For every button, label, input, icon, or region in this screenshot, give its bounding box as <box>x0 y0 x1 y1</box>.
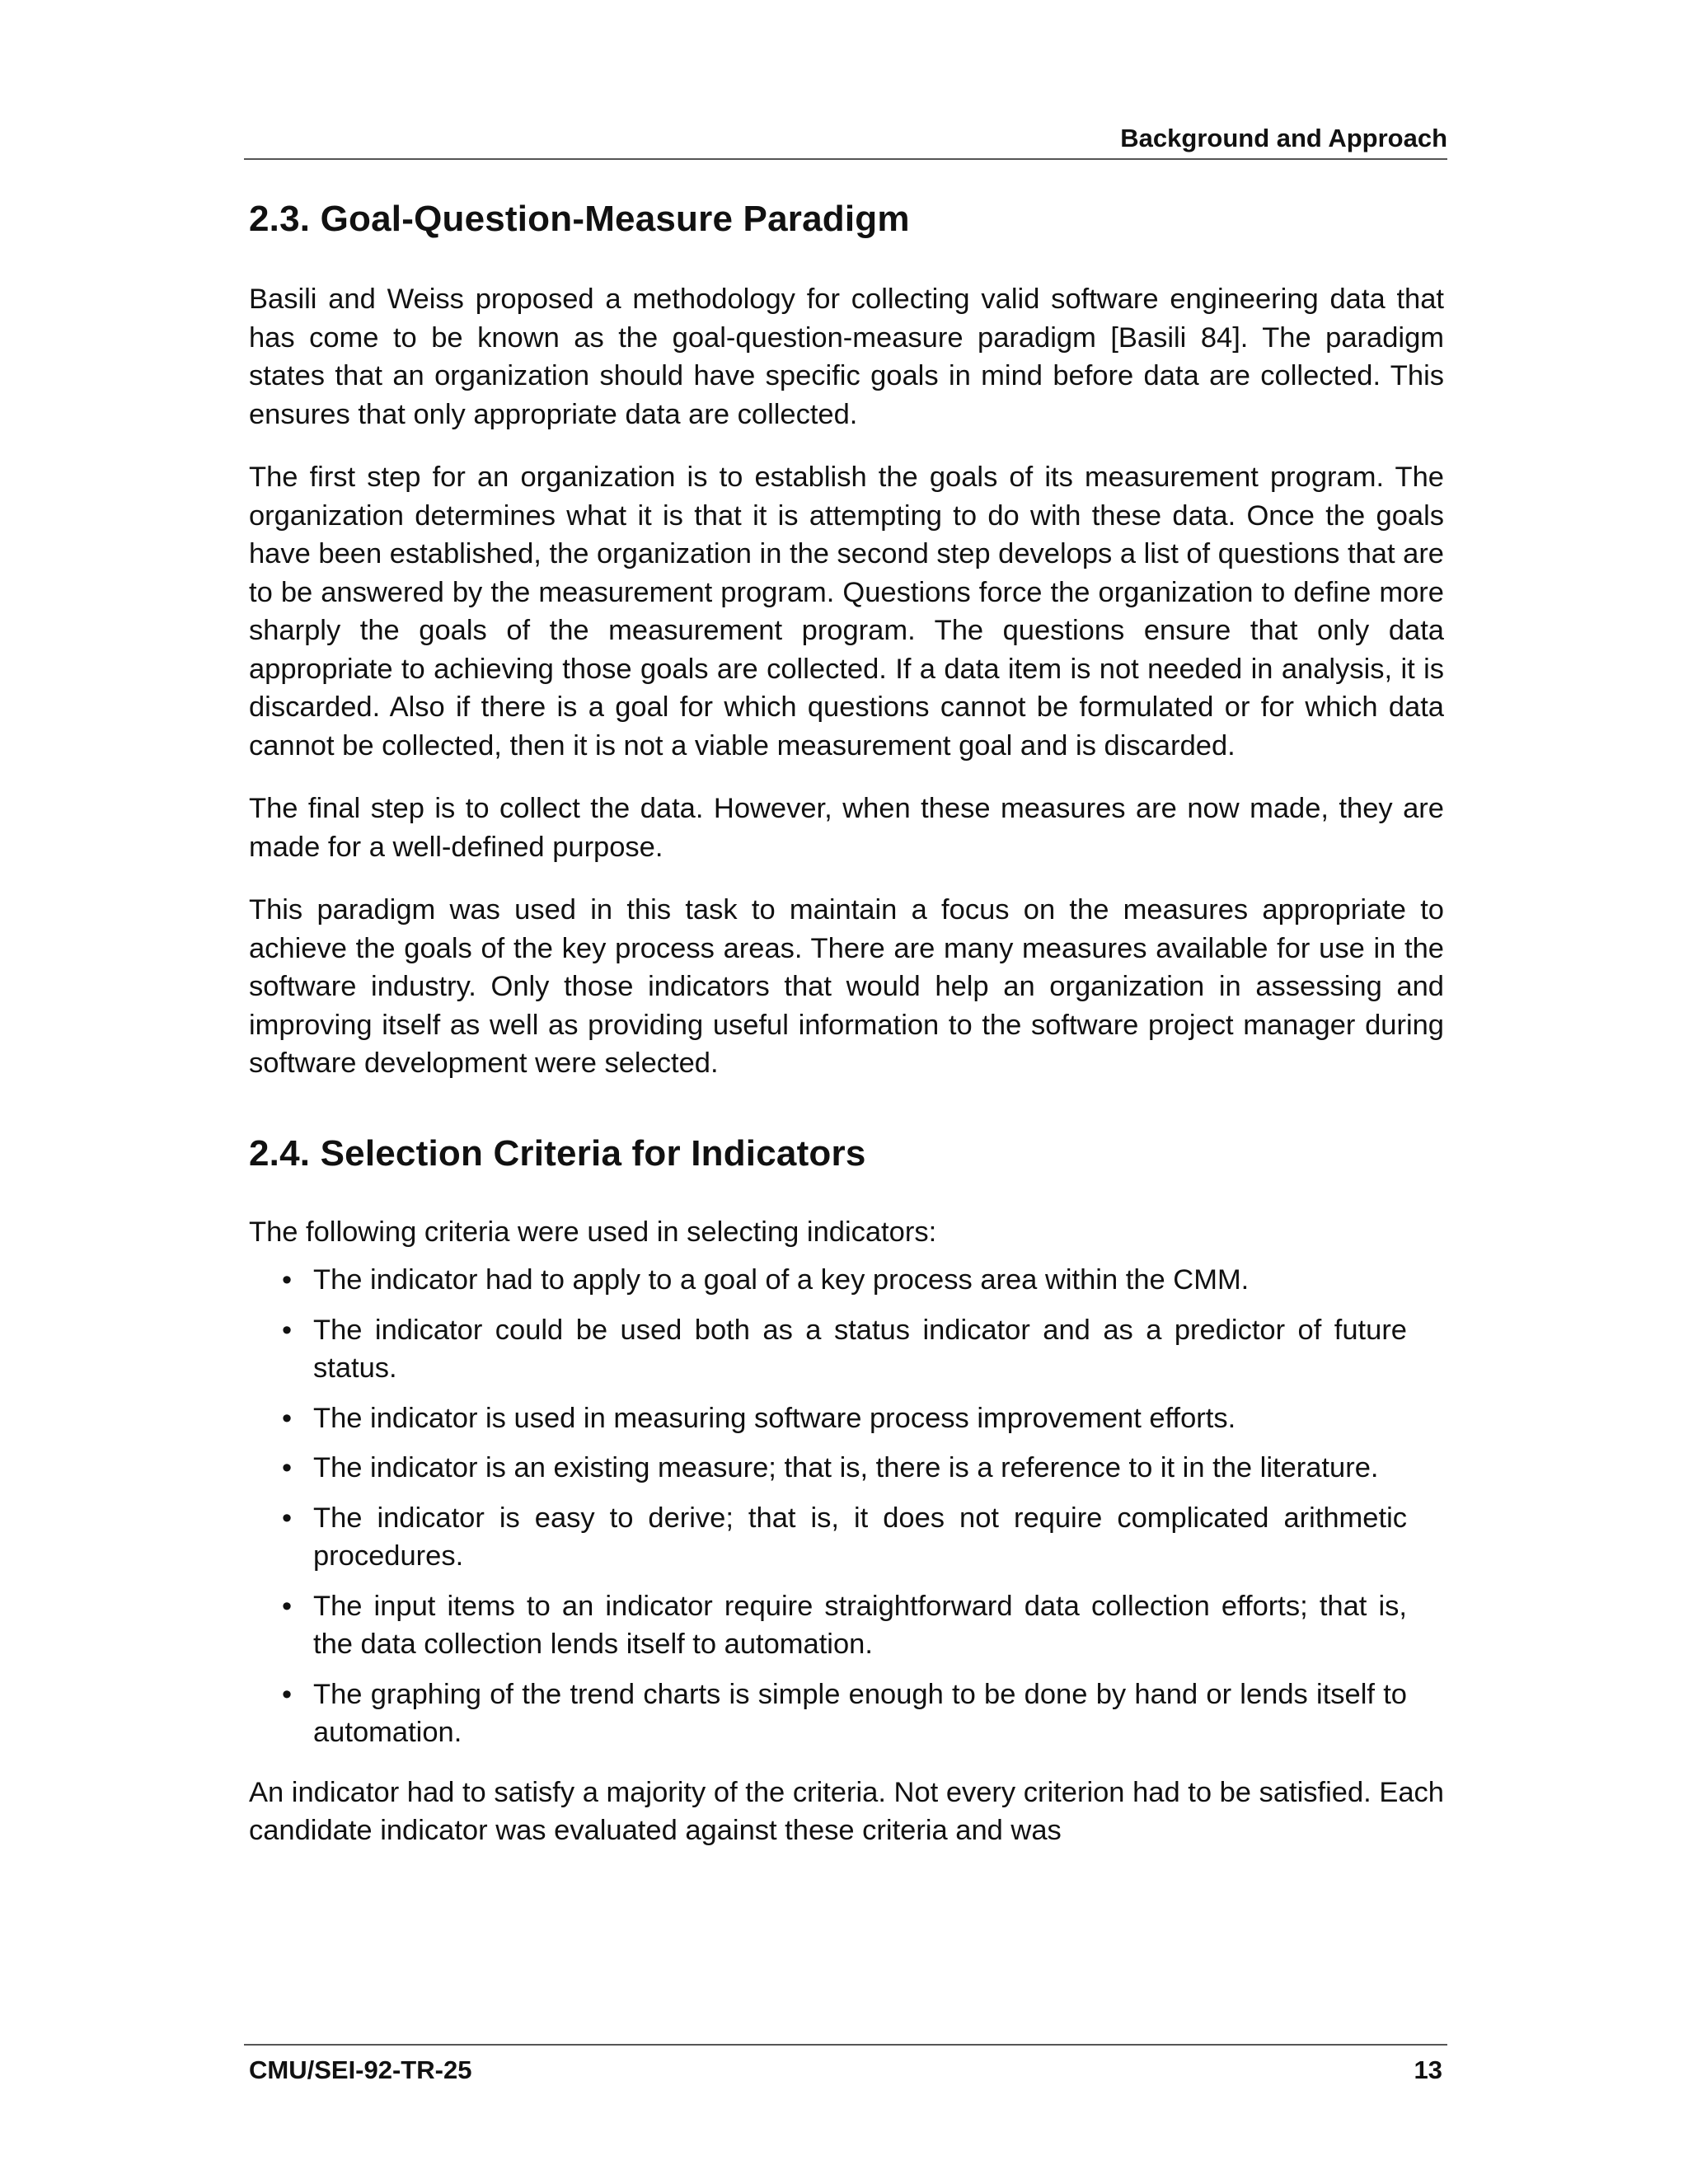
running-header-title: Background and Approach <box>1120 124 1447 152</box>
paragraph-gqm-final-step: The final step is to collect the data. However, when these measures are now made, they are made for a well-defined purpose. <box>249 793 1444 863</box>
paragraph-gqm-usage: This paradigm was used in this task to maintain a focus on the measures appropriate to achieve the goals of the key process areas. There are many measures available for use in the software industry. Only those indicators that would help an organization in assessing and improving itself as well as providing useful information to the software project manager during software development were selected. <box>249 894 1444 1079</box>
criterion-text: The indicator had to apply to a goal of a key process area within the CMM. <box>313 1264 1250 1296</box>
criteria-list <box>249 1261 1407 1752</box>
paragraph-gqm-intro: Basili and Weiss proposed a methodology for collecting valid software engineering data that has come to be known as the goal-question-measure paradigm [Basili 84]. The paradigm states that an organization should have specific goals in mind before data are collected. This ensures that only appropriate data are collected. <box>249 284 1444 430</box>
list-item <box>282 1675 1407 1752</box>
list-item <box>282 1261 1407 1300</box>
bullet-icon: • <box>282 1402 293 1434</box>
list-item <box>282 1399 1407 1438</box>
criterion-text: The indicator is an existing measure; that is, there is a reference to it in the literature. <box>313 1452 1379 1483</box>
page-number: 13 <box>1414 2055 1442 2084</box>
bullet-icon: • <box>282 1590 293 1622</box>
criterion-text: The graphing of the trend charts is simple enough to be done by hand or lends itself to automation. <box>313 1678 1407 1748</box>
running-footer <box>244 2044 1447 2085</box>
bullet-icon: • <box>282 1502 293 1534</box>
criterion-text: The indicator is used in measuring software process improvement efforts. <box>313 1402 1236 1434</box>
section-heading-2-4: 2.4. Selection Criteria for Indicators <box>249 1132 866 1174</box>
paragraph-criteria-closing: An indicator had to satisfy a majority of the criteria. Not every criterion had to be satisfied. Each candidate indicator was evaluated against these criteria and was <box>249 1776 1444 1846</box>
running-header <box>244 124 1447 160</box>
section-heading-2-3: 2.3. Goal-Question-Measure Paradigm <box>249 199 910 239</box>
bullet-icon: • <box>282 1314 293 1346</box>
criterion-text: The indicator could be used both as a status indicator and as a predictor of future status. <box>313 1314 1407 1384</box>
list-item <box>282 1499 1407 1576</box>
list-item <box>282 1449 1407 1488</box>
list-item <box>282 1587 1407 1664</box>
paragraph-gqm-steps: The first step for an organization is to establish the goals of its measurement program. The organization determines what it is that it is attempting to do with these data. Once the goals have been established, the organization in the second step develops a list of questions that are to be answered by the measurement program. Questions force the organization to define more sharply the goals of the measurement program. The questions ensure that only data appropriate to achieving those goals are collected. If a data item is not needed in analysis, it is discarded. Also if there is a goal for which questions cannot be formulated or for which data cannot be collected, then it is not a viable measurement goal and is discarded. <box>249 462 1444 762</box>
paragraph-criteria-intro: The following criteria were used in selecting indicators: <box>249 1216 937 1248</box>
bullet-icon: • <box>282 1452 293 1483</box>
criterion-text: The input items to an indicator require straightforward data collection efforts; that is, the data collection lends itself to automation. <box>313 1590 1407 1660</box>
bullet-icon: • <box>282 1264 293 1296</box>
bullet-icon: • <box>282 1678 293 1710</box>
list-item <box>282 1311 1407 1388</box>
report-id: CMU/SEI-92-TR-25 <box>249 2055 472 2084</box>
criterion-text: The indicator is easy to derive; that is, it does not require complicated arithmetic procedures. <box>313 1502 1407 1572</box>
page-content <box>249 194 1444 1875</box>
